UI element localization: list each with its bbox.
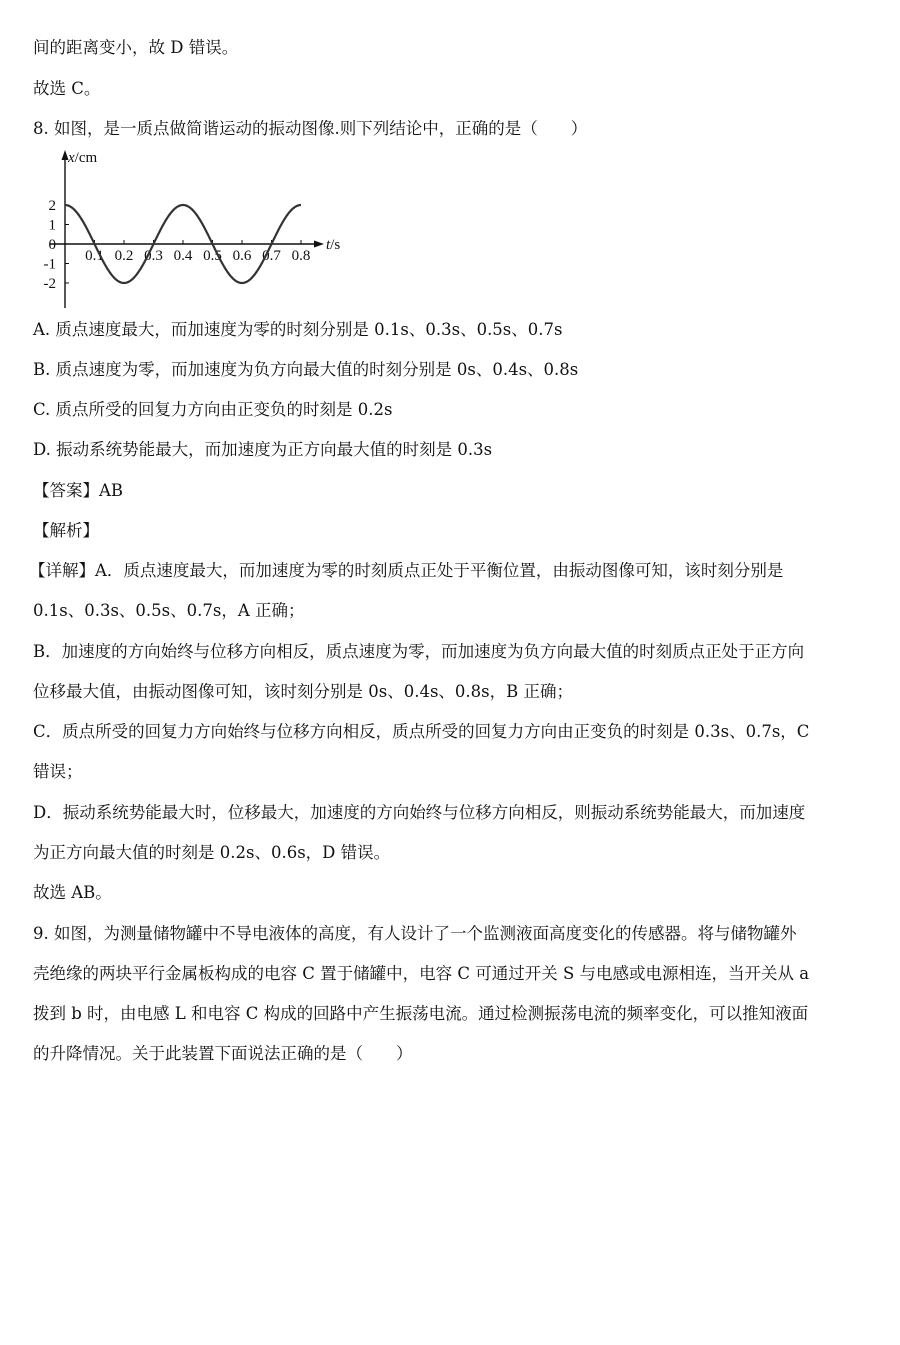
question-9-line-4: 的升降情况。关于此装置下面说法正确的是（ ） [33, 1044, 413, 1063]
x-tick-label: 0.7 [262, 248, 281, 264]
option-a: A. 质点速度最大，而加速度为零的时刻分别是 0.1s、0.3s、0.5s、0.7s [33, 320, 563, 339]
detail-line-3: B．加速度的方向始终与位移方向相反，质点速度为零，而加速度为负方向最大值的时刻质点正处于正方向 [33, 642, 805, 661]
x-tick-label: 0.5 [203, 248, 222, 264]
y-tick-label: -2 [43, 276, 56, 292]
y-axis-title [67, 150, 97, 166]
x-tick-label: 0.2 [114, 248, 134, 264]
analysis-heading: 【解析】 [33, 521, 99, 540]
option-d: D. 振动系统势能最大，而加速度为正方向最大值的时刻是 0.3s [33, 440, 493, 459]
y-axis-var: x [68, 150, 75, 166]
x-axis-title [326, 237, 340, 253]
detail-line-8: 为正方向最大值的时刻是 0.2s、0.6s，D 错误。 [33, 843, 391, 862]
detail-line-9: 故选 AB。 [33, 883, 112, 902]
detail-line-6: 错误； [33, 762, 83, 781]
detail-line-5: C．质点所受的回复力方向始终与位移方向相反，质点所受的回复力方向由正变负的时刻是 0.3s、0.7s，C [33, 722, 810, 741]
x-axis-var: t [326, 237, 331, 253]
option-b: B. 质点速度为零，而加速度为负方向最大值的时刻分别是 0s、0.4s、0.8s [33, 360, 579, 379]
y-tick-label: -1 [43, 256, 56, 273]
x-tick-label: 0.8 [291, 248, 311, 264]
question-9-line-3: 拨到 b 时，由电感 L 和电容 C 构成的回路中产生振荡电流。通过检测振荡电流的频率变化，可以推知液面 [33, 1004, 809, 1023]
x-tick-label: 0.4 [173, 248, 193, 264]
question-9-line-2: 壳绝缘的两块平行金属板构成的电容 C 置于储罐中，电容 C 可通过开关 S 与电感或电源相连，当开关从 a [33, 964, 810, 983]
text-line-2: 故选 C。 [33, 79, 101, 98]
x-axis-unit: /s [330, 237, 341, 253]
question-9-line-1: 9. 如图，为测量储物罐中不导电液体的高度，有人设计了一个监测液面高度变化的传感器。将与储物罐外 [33, 924, 797, 943]
answer-line: 【答案】AB [33, 481, 124, 500]
option-c: C. 质点所受的回复力方向由正变负的时刻是 0.2s [33, 400, 393, 419]
x-tick-label: 0.3 [144, 248, 163, 264]
detail-line-7: D．振动系统势能最大时，位移最大，加速度的方向始终与位移方向相反，则振动系统势能最大，而加速度 [33, 803, 806, 822]
x-axis-arrow [314, 241, 324, 248]
x-tick-label: 0.1 [85, 248, 104, 264]
question-8-stem: 8. 如图，是一质点做简谐运动的振动图像.则下列结论中，正确的是（ ） [33, 119, 588, 138]
detail-line-2: 0.1s、0.3s、0.5s、0.7s，A 正确； [33, 601, 305, 620]
text-line-1: 间的距离变小，故 D 错误。 [33, 38, 239, 57]
detail-line-1: 【详解】A．质点速度最大，而加速度为零的时刻质点正处于平衡位置，由振动图像可知，该时刻分别是 [29, 561, 784, 580]
y-tick-label: 0 [48, 237, 56, 253]
x-tick-label: 0.6 [232, 248, 252, 264]
y-tick-label: 2 [48, 198, 56, 214]
y-axis-unit: /cm [74, 150, 98, 166]
vibration-graph [28, 146, 358, 316]
detail-line-4: 位移最大值，由振动图像可知，该时刻分别是 0s、0.4s、0.8s，B 正确； [33, 682, 573, 701]
y-tick-label: 1 [48, 217, 56, 234]
